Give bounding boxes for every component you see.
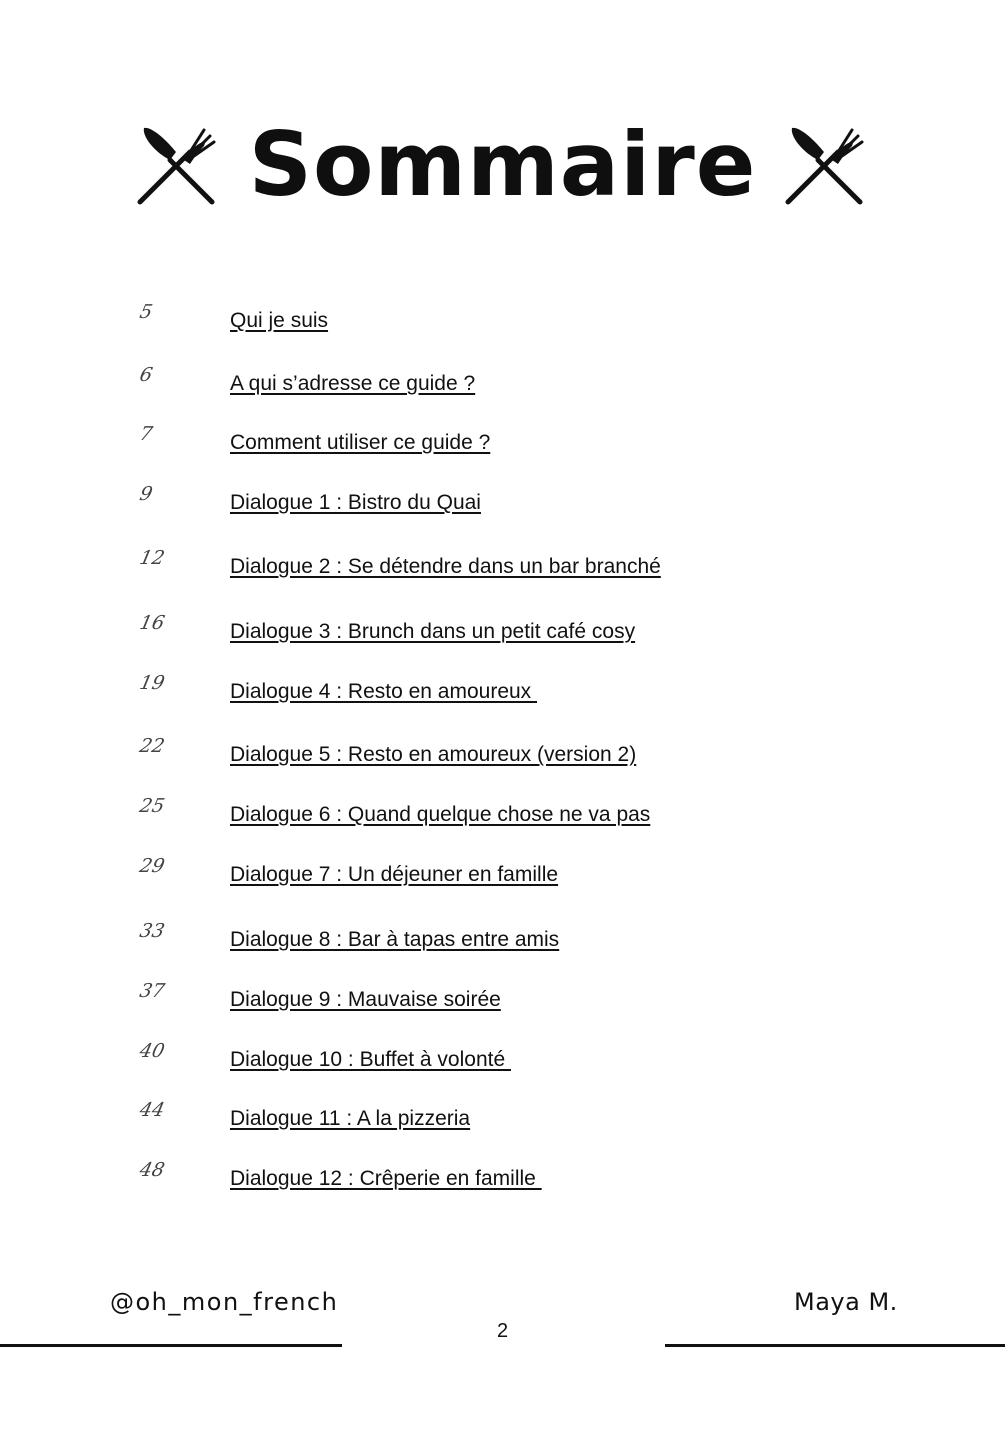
toc-link[interactable]: Dialogue 5 : Resto en amoureux (version 2) — [230, 743, 637, 766]
toc-page-number: 44 — [137, 1099, 167, 1121]
toc-page-number: 37 — [137, 980, 167, 1002]
toc-entry — [0, 423, 1005, 471]
toc-page-number: 33 — [137, 920, 167, 942]
toc-entry — [0, 612, 1005, 660]
toc-entry — [0, 1099, 1005, 1147]
toc-page-number: 12 — [137, 547, 167, 569]
toc-entry — [0, 301, 1005, 349]
toc-entry — [0, 483, 1005, 531]
toc-page-number: 40 — [137, 1040, 167, 1062]
toc-entry — [0, 1159, 1005, 1207]
toc-page-number: 29 — [137, 855, 167, 877]
toc-entry — [0, 855, 1005, 903]
toc-link[interactable]: Dialogue 3 : Brunch dans un petit café cosy — [230, 620, 636, 643]
toc-entry — [0, 795, 1005, 843]
toc-link[interactable]: Dialogue 6 : Quand quelque chose ne va pas — [230, 803, 651, 826]
page-title: Sommaire — [248, 113, 757, 216]
toc-entry — [0, 920, 1005, 968]
toc-link[interactable]: Dialogue 7 : Un déjeuner en famille — [230, 863, 559, 886]
toc-page-number: 48 — [137, 1159, 167, 1181]
toc-page-number: 19 — [137, 672, 167, 694]
footer-handle: @oh_mon_french — [110, 1288, 339, 1316]
toc-entry — [0, 980, 1005, 1028]
toc-page-number: 6 — [137, 364, 155, 386]
toc-link[interactable]: A qui s’adresse ce guide ? — [230, 372, 476, 395]
toc-link[interactable]: Dialogue 11 : A la pizzeria — [230, 1107, 471, 1130]
toc-link[interactable]: Dialogue 9 : Mauvaise soirée — [230, 988, 501, 1011]
toc-entry — [0, 1040, 1005, 1088]
toc-entry — [0, 364, 1005, 412]
toc-link[interactable]: Dialogue 12 : Crêperie en famille — [230, 1167, 542, 1190]
footer-divider-right — [665, 1344, 1005, 1347]
page-number: 2 — [496, 1320, 509, 1342]
toc-entry — [0, 547, 1005, 595]
page-header — [0, 100, 1005, 230]
toc-link[interactable]: Dialogue 2 : Se détendre dans un bar branché — [230, 555, 661, 578]
toc-entry — [0, 672, 1005, 720]
toc-page-number: 9 — [137, 483, 155, 505]
toc-page-number: 16 — [137, 612, 167, 634]
toc-link[interactable]: Dialogue 4 : Resto en amoureux — [230, 680, 538, 703]
toc-page-number: 25 — [137, 795, 167, 817]
footer-divider-left — [0, 1344, 342, 1347]
toc-link[interactable]: Qui je suis — [230, 309, 329, 332]
toc-link[interactable]: Dialogue 10 : Buffet à volonté — [230, 1048, 511, 1071]
footer-author: Maya M. — [794, 1288, 898, 1316]
toc-page-number: 5 — [137, 301, 155, 323]
toc-link[interactable]: Dialogue 8 : Bar à tapas entre amis — [230, 928, 560, 951]
toc-link[interactable]: Comment utiliser ce guide ? — [230, 431, 491, 454]
toc-page-number: 22 — [137, 735, 167, 757]
cutlery-icon — [782, 122, 868, 208]
toc-entry — [0, 735, 1005, 783]
toc-link[interactable]: Dialogue 1 : Bistro du Quai — [230, 491, 481, 514]
toc-page-number: 7 — [137, 423, 155, 445]
